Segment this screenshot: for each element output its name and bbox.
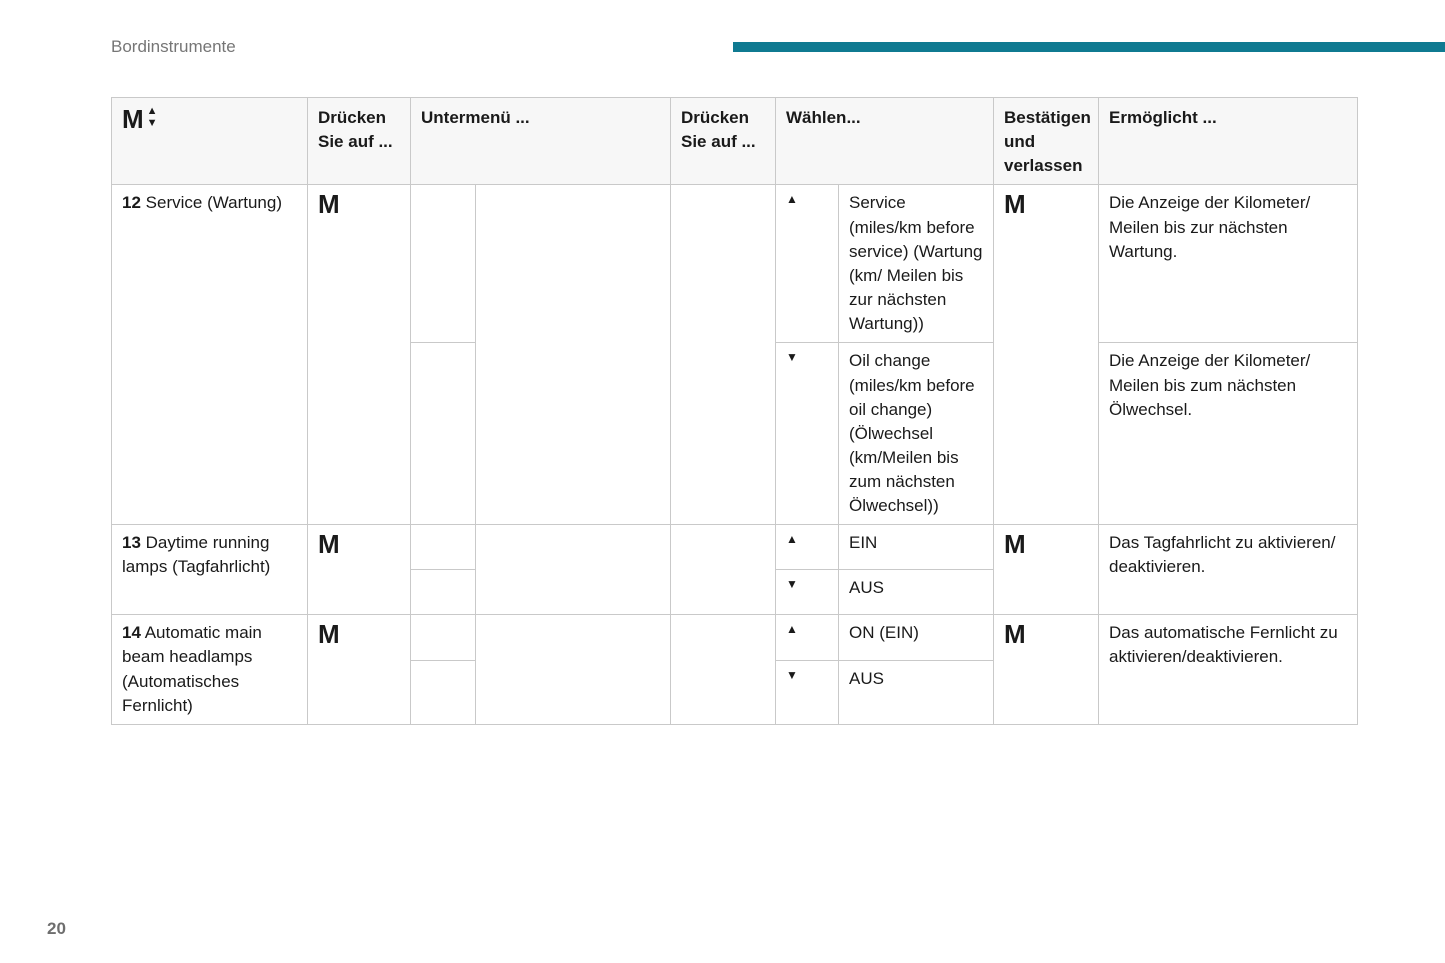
arrow-up-icon: ▲: [776, 185, 839, 343]
empty-cell: [411, 343, 476, 525]
arrow-up-icon: ▲: [776, 615, 839, 661]
menu-item-label: Automatic main beam headlamps (Automatisches Fernlicht): [122, 623, 262, 715]
header-submenu: Untermenü ...: [411, 98, 671, 185]
menu-item-12: [112, 185, 308, 525]
header-confirm: Bestätigen und verlassen: [994, 98, 1099, 185]
header-enables: Ermöglicht ...: [1099, 98, 1358, 185]
confirm-key-cell: M: [994, 525, 1099, 615]
press-key-cell: M: [308, 185, 411, 525]
empty-cell: [671, 615, 776, 725]
arrow-down-icon: ▼: [776, 570, 839, 615]
arrow-down-icon: ▼: [776, 660, 839, 724]
up-down-arrows-icon: [147, 107, 158, 128]
header-select: Wählen...: [776, 98, 994, 185]
enables-cell: Das Tagfahrlicht zu aktivieren/ deaktivieren.: [1099, 525, 1358, 615]
press-key-cell: M: [308, 525, 411, 615]
empty-cell: [411, 185, 476, 343]
enables-cell: Die Anzeige der Kilometer/ Meilen bis zur nächsten Wartung.: [1099, 185, 1358, 343]
table-row: [112, 525, 1358, 570]
arrow-down-icon: ▼: [146, 117, 158, 129]
choice-cell: Service (miles/km before service) (Wartung (km/ Meilen bis zur nächsten Wartung)): [839, 185, 994, 343]
empty-cell: [411, 525, 476, 570]
accent-bar: [733, 42, 1445, 52]
header-menu: [112, 98, 308, 185]
empty-cell: [476, 185, 671, 525]
empty-cell: [411, 570, 476, 615]
empty-cell: [476, 615, 671, 725]
menu-item-13: [112, 525, 308, 615]
empty-cell: [476, 525, 671, 615]
confirm-key-cell: M: [994, 185, 1099, 525]
choice-cell: ON (EIN): [839, 615, 994, 661]
enables-cell: Die Anzeige der Kilometer/ Meilen bis zum nächsten Ölwechsel.: [1099, 343, 1358, 525]
arrow-up-icon: ▲: [776, 525, 839, 570]
menu-item-label: Service (Wartung): [145, 193, 283, 213]
press-key-cell: M: [308, 615, 411, 725]
confirm-key-cell: M: [994, 615, 1099, 725]
menu-settings-table: [111, 97, 1358, 725]
menu-item-number: 12: [122, 193, 141, 213]
table-header-row: [112, 98, 1358, 185]
choice-cell: Oil change (miles/km before oil change) (Ölwechsel (km/Meilen bis zum nächsten Ölwechsel)): [839, 343, 994, 525]
menu-item-number: 14: [122, 623, 141, 643]
breadcrumb: Bordinstrumente: [111, 37, 236, 56]
empty-cell: [671, 525, 776, 615]
header-press-1: Drücken Sie auf ...: [308, 98, 411, 185]
empty-cell: [411, 615, 476, 661]
page-number: 20: [47, 919, 66, 938]
choice-cell: EIN: [839, 525, 994, 570]
menu-button-label: M: [122, 104, 144, 134]
choice-cell: AUS: [839, 570, 994, 615]
menu-item-label: Daytime running lamps (Tagfahrlicht): [122, 533, 271, 577]
table-row: [112, 185, 1358, 343]
menu-item-14: [112, 615, 308, 725]
arrow-down-icon: ▼: [776, 343, 839, 525]
enables-cell: Das automatische Fernlicht zu aktivieren/deaktivieren.: [1099, 615, 1358, 725]
arrow-up-icon: ▲: [146, 105, 158, 117]
choice-cell: AUS: [839, 660, 994, 724]
empty-cell: [411, 660, 476, 724]
header-press-2: Drücken Sie auf ...: [671, 98, 776, 185]
table-row: [112, 615, 1358, 661]
menu-item-number: 13: [122, 533, 141, 553]
empty-cell: [671, 185, 776, 525]
